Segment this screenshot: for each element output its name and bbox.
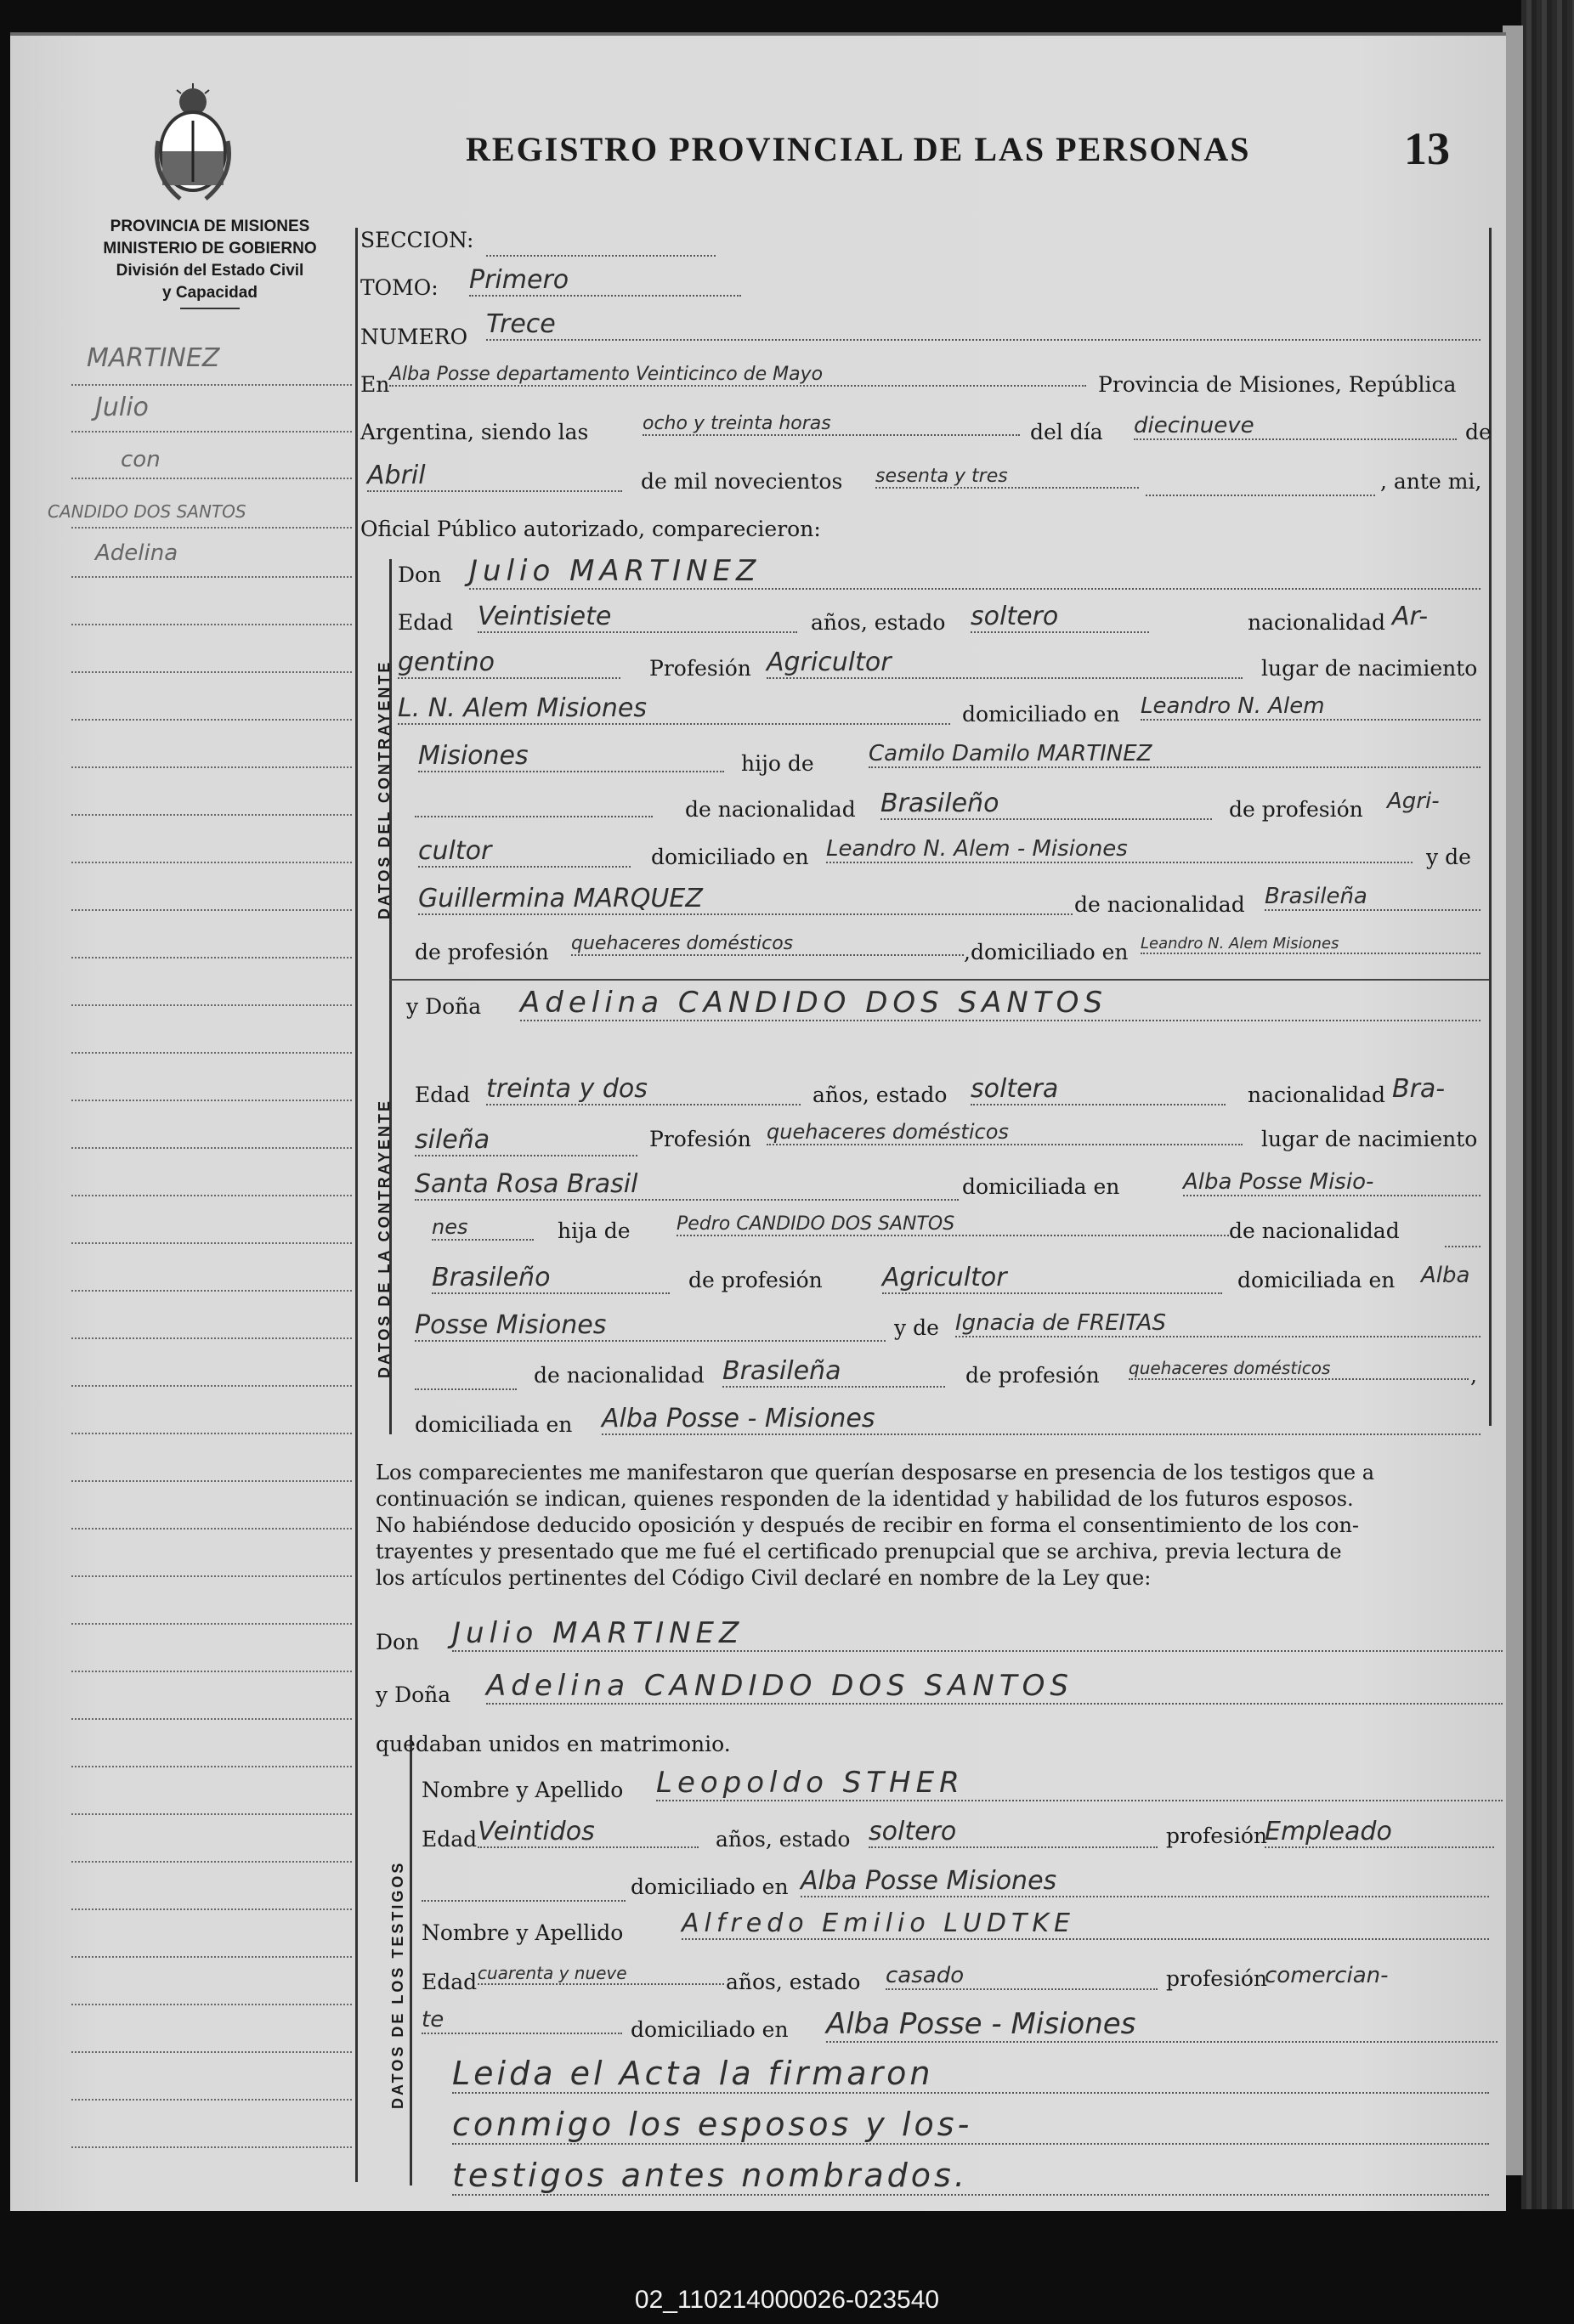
contrayente-edad-field[interactable]: Veintisiete (478, 602, 797, 633)
contrayente-f-edad-field[interactable]: treinta y dos (486, 1074, 801, 1105)
profesion-f-label: Profesión (649, 1127, 751, 1151)
contrayente-name-field[interactable]: Julio MARTINEZ (469, 554, 1481, 590)
testigo1-edad-field[interactable]: Veintidos (478, 1817, 699, 1848)
t1-profesion-label: profesión (1166, 1824, 1268, 1848)
declaration-paragraph (376, 1460, 1498, 1592)
contrayente-padre-field[interactable]: Camilo Damilo MARTINEZ (869, 741, 1481, 768)
t2-anios-estado: años, estado (726, 1970, 861, 1994)
padre-prof-f-label: de profesión (688, 1268, 823, 1292)
madre-dom-label: ,domiciliado en (964, 940, 1129, 964)
testigo1-name-field[interactable]: Leopoldo STHER (656, 1766, 1503, 1801)
domiciliado-label: domiciliado en (962, 702, 1120, 727)
don-esposo-label: Don (376, 1630, 420, 1654)
image-id-caption: 02_110214000026-023540 (634, 2286, 940, 2314)
t2-edad-label: Edad (422, 1970, 478, 1994)
page-number: 13 (1404, 123, 1450, 174)
hora-field[interactable]: ocho y treinta horas (643, 413, 1020, 436)
declaration-line: los artículos pertinentes del Código Civil declaré en nombre de la Ley que: (376, 1566, 1152, 1590)
register-page (10, 32, 1506, 2211)
profesion-label: Profesión (649, 656, 751, 681)
testigo1-estado-field[interactable]: soltero (869, 1817, 1158, 1848)
numero-field[interactable]: Trece (486, 309, 1481, 341)
contrayente-f-madre-prof-field[interactable]: quehaceres domésticos (1129, 1358, 1469, 1380)
edad-label: Edad (398, 610, 454, 635)
register-title: REGISTRO PROVINCIAL DE LAS PERSONAS (466, 130, 1251, 168)
side-note-surname: MARTINEZ (87, 343, 220, 373)
declaration-line: No habiéndose deducido oposición y después de recibir en forma el consentimiento de los con- (376, 1513, 1360, 1537)
lugar-nac-f-label: lugar de nacimiento (1261, 1127, 1478, 1151)
dona-esposa-label: y Doña (376, 1682, 451, 1707)
form-right-rule (1489, 228, 1492, 1426)
side-note-bride-name: Adelina (95, 540, 178, 566)
hijo-label: hijo de (741, 751, 814, 776)
madre-dom-f-label: domiciliada en (415, 1412, 573, 1437)
book-binding (1521, 0, 1574, 2209)
contrayente-padre-prof-field[interactable]: Agri- (1387, 789, 1440, 814)
contrayente-f-domicilio-cont[interactable]: nes (432, 1215, 534, 1241)
anio-extra-line (1146, 495, 1375, 496)
contrayente-f-section-label: DATOS DE LA CONTRAYENTE (376, 1098, 393, 1378)
contrayente-padre-nac-field[interactable]: Brasileño (880, 789, 1212, 820)
tomo-field[interactable]: Primero (469, 265, 741, 297)
del-dia-text: del día (1030, 420, 1103, 444)
contrayente-f-lugar-nac-field[interactable]: Santa Rosa Brasil (415, 1169, 959, 1201)
seccion-field[interactable] (486, 255, 716, 257)
provincia-text: Provincia de Misiones, República (1098, 372, 1457, 397)
t1-extra-line (422, 1900, 626, 1902)
contrayente-f-madre-field[interactable]: Ignacia de FREITAS (955, 1310, 1481, 1337)
testigos-rule (410, 1735, 412, 2185)
anios-estado-text: años, estado (811, 610, 946, 635)
dia-field[interactable]: diecinueve (1134, 413, 1457, 440)
contrayente-domicilio-cont[interactable]: Misiones (418, 741, 724, 772)
contrayente-padre-dom-field[interactable]: Leandro N. Alem - Misiones (826, 836, 1413, 863)
coat-of-arms-icon (146, 82, 240, 206)
t2-profesion-label: profesión (1166, 1966, 1268, 1991)
de-text: de (1465, 420, 1492, 444)
testigo2-profesion-cont[interactable]: te (422, 2007, 622, 2034)
side-note-firstname: Julio (95, 393, 149, 422)
office-block (70, 216, 350, 304)
testigo2-estado-field[interactable]: casado (886, 1963, 1158, 1990)
madre-prof-f-label: de profesión (965, 1363, 1100, 1388)
y-de-label: y de (1426, 845, 1471, 869)
declaration-line: trayentes y presentado que me fué el certificado prenupcial que se archiva, previa lectura de (376, 1540, 1342, 1563)
contrayente-madre-prof-field[interactable]: quehaceres domésticos (571, 933, 964, 956)
contrayente-domicilio-field[interactable]: Leandro N. Alem (1141, 693, 1481, 721)
contrayente-f-padre-nac-field[interactable]: Brasileño (432, 1263, 670, 1294)
dona-label: y Doña (406, 994, 482, 1019)
testigo2-profesion-field[interactable]: comercian- (1265, 1963, 1389, 1988)
hija-label: hija de (558, 1219, 631, 1243)
declaration-line: continuación se indican, quienes responden de la identidad y habilidad de los futuros esposos. (376, 1487, 1354, 1511)
contrayente-estado-field[interactable]: soltero (971, 602, 1149, 633)
mes-field[interactable]: Abril (367, 461, 622, 492)
t1-domiciliado-label: domiciliado en (631, 1874, 789, 1899)
seccion-label: SECCION: (360, 228, 474, 252)
contrayente-madre-dom-field[interactable]: Leandro N. Alem Misiones (1141, 935, 1481, 954)
testigos-section-label: DATOS DE LOS TESTIGOS (389, 1860, 406, 2109)
matrimonio-text: quedaban unidos en matrimonio. (376, 1732, 731, 1756)
contrayente-f-padre-field[interactable]: Pedro CANDIDO DOS SANTOS (677, 1213, 1229, 1236)
oficial-text: Oficial Público autorizado, comparecieron: (360, 517, 821, 541)
t1-nombre-label: Nombre y Apellido (422, 1778, 624, 1802)
contrayente-f-nacionalidad-cont[interactable]: sileña (415, 1125, 637, 1156)
de-nacionalidad-label: de nacionalidad (685, 797, 856, 822)
tomo-label: TOMO: (360, 275, 439, 300)
madre-prof-label: de profesión (415, 940, 549, 964)
padre-dom-f-label: domiciliada en (1237, 1268, 1396, 1292)
nacionalidad-label: nacionalidad (1248, 610, 1385, 635)
anios-estado-f-text: años, estado (812, 1083, 948, 1107)
contrayente-f-profesion-field[interactable]: quehaceres domésticos (767, 1120, 1243, 1145)
testigo1-profesion-field[interactable]: Empleado (1265, 1817, 1494, 1848)
testigo2-name-field[interactable]: Alfredo Emilio LUDTKE (682, 1908, 1489, 1940)
t2-nombre-label: Nombre y Apellido (422, 1920, 624, 1945)
section-divider (389, 979, 1489, 981)
contrayente-profesion-field[interactable]: Agricultor (767, 647, 1243, 679)
contrayente-f-domicilio-field[interactable]: Alba Posse Misio- (1183, 1169, 1481, 1196)
esposa-name-field[interactable]: Adelina CANDIDO DOS SANTOS (486, 1669, 1503, 1705)
t2-domiciliado-label: domiciliado en (631, 2017, 789, 2042)
contrayente-f-padre-dom-field[interactable]: Alba (1421, 1263, 1470, 1288)
testigo2-domicilio-field[interactable]: Alba Posse - Misiones (826, 2007, 1498, 2043)
testigo1-domicilio-field[interactable]: Alba Posse Misiones (801, 1866, 1489, 1897)
don-label: Don (398, 563, 442, 587)
contrayente-f-madre-dom-field[interactable]: Alba Posse - Misiones (602, 1404, 1481, 1435)
contrayente-nacionalidad-field[interactable]: Ar- (1392, 602, 1429, 631)
numero-label: NUMERO (360, 325, 468, 349)
closing-line[interactable]: conmigo los esposos y los- (452, 2106, 1489, 2145)
contrayente-madre-field[interactable]: Guillermina MARQUEZ (418, 884, 1073, 915)
lugar-field[interactable]: Alba Posse departamento Veinticinco de Mayo (389, 364, 1086, 387)
contrayente-f-padre-dom-cont[interactable]: Posse Misiones (415, 1310, 886, 1342)
esposo-name-field[interactable]: Julio MARTINEZ (452, 1616, 1503, 1652)
madre-extra-line (415, 1388, 517, 1390)
t1-edad-label: Edad (422, 1827, 478, 1852)
contrayente-lugar-nac-field[interactable]: L. N. Alem Misiones (398, 693, 950, 725)
form-left-rule (355, 228, 358, 2182)
padre-nac-f-label: de nacionalidad (1229, 1219, 1400, 1243)
contrayente-nacionalidad-cont[interactable]: gentino (398, 647, 620, 679)
de-profesion-label: de profesión (1229, 797, 1363, 822)
contrayente-padre-prof-cont[interactable]: cultor (418, 836, 631, 868)
closing-line[interactable]: testigos antes nombrados. (452, 2157, 1489, 2196)
office-line: División del Estado Civil (116, 262, 304, 280)
office-line: y Capacidad (162, 284, 258, 302)
ante-mi-text: , ante mi, (1380, 469, 1482, 494)
office-line: PROVINCIA DE MISIONES (110, 218, 310, 235)
contrayente-section-label: DATOS DEL CONTRAYENTE (376, 659, 393, 919)
anio-text: de mil novecientos (641, 469, 843, 494)
comma: , (1470, 1363, 1477, 1388)
argentina-text: Argentina, siendo las (360, 420, 589, 444)
padre-extra-line (415, 816, 653, 817)
madre-nac-label: de nacionalidad (1074, 892, 1245, 917)
padre-domiciliado-label: domiciliado en (651, 845, 809, 869)
madre-nac-f-label: de nacionalidad (534, 1363, 705, 1388)
t1-anios-estado: años, estado (716, 1827, 851, 1852)
contrayente-f-madre-nac-field[interactable]: Brasileña (722, 1356, 945, 1388)
closing-line[interactable]: Leida el Acta la firmaron (452, 2055, 1489, 2094)
nacionalidad-f-label: nacionalidad (1248, 1083, 1385, 1107)
side-note-con: con (121, 447, 161, 472)
contrayente-f-estado-field[interactable]: soltera (971, 1074, 1226, 1105)
contrayente-f-name-field[interactable]: Adelina CANDIDO DOS SANTOS (520, 986, 1481, 1021)
office-underline (180, 308, 240, 309)
contrayente-f-nacionalidad-field[interactable]: Bra- (1392, 1074, 1446, 1104)
edad-f-label: Edad (415, 1083, 471, 1107)
contrayente-f-padre-prof-field[interactable]: Agricultor (882, 1263, 1222, 1294)
testigo2-edad-field[interactable]: cuarenta y nueve (478, 1963, 724, 1985)
declaration-line: Los comparecientes me manifestaron que querían desposarse en presencia de los testigos que a (376, 1461, 1375, 1484)
office-line: MINISTERIO DE GOBIERNO (103, 240, 317, 257)
domiciliada-f-label: domiciliada en (962, 1174, 1120, 1199)
side-note-bride-surname: CANDIDO DOS SANTOS (48, 501, 246, 522)
contrayente-madre-nac-field[interactable]: Brasileña (1265, 884, 1481, 911)
lugar-nac-label: lugar de nacimiento (1261, 656, 1478, 681)
anio-field[interactable]: sesenta y tres (875, 466, 1139, 489)
en-label: En (360, 372, 390, 397)
y-de-f-label: y de (894, 1315, 939, 1340)
padre-nac-extra-line (1445, 1246, 1481, 1247)
